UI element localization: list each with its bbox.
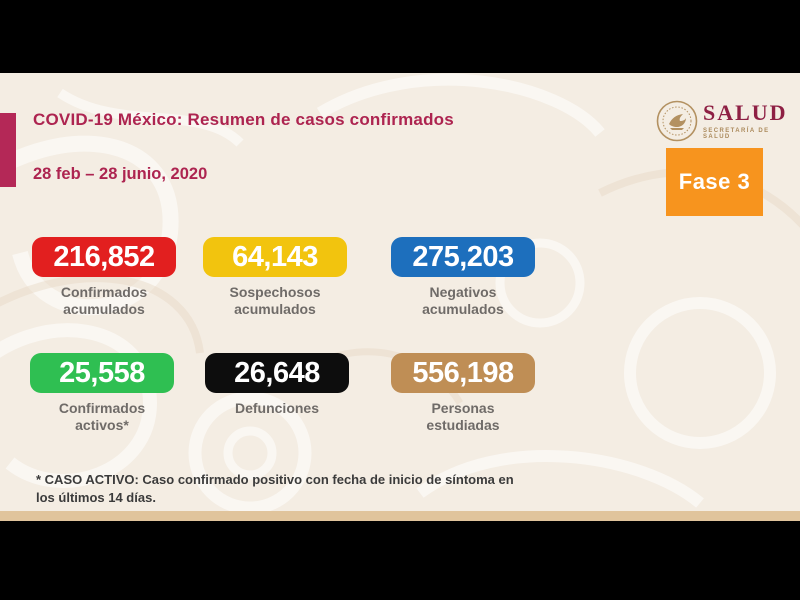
bottom-tan-strip bbox=[0, 511, 800, 521]
slide bbox=[0, 73, 800, 511]
stat-label: Negativos acumulados bbox=[422, 284, 504, 317]
stat-label: Personas estudiadas bbox=[426, 400, 500, 433]
salud-subtitle: SECRETARÍA DE SALUD bbox=[703, 128, 770, 140]
stat-confirmados-acumulados bbox=[32, 237, 176, 317]
stat-label: Confirmados acumulados bbox=[60, 284, 148, 317]
accent-stripe bbox=[0, 113, 16, 187]
stat-value-badge: 275,203 bbox=[391, 237, 535, 277]
stat-defunciones bbox=[205, 353, 349, 417]
stat-label: Sospechosos acumulados bbox=[229, 284, 321, 317]
stat-negativos-acumulados bbox=[391, 237, 535, 317]
phase-badge: Fase 3 bbox=[666, 148, 763, 216]
stat-label: Confirmados activos* bbox=[58, 400, 146, 433]
stat-label: Defunciones bbox=[234, 400, 319, 416]
salud-wordmark bbox=[703, 102, 796, 140]
salud-eagle-seal-icon bbox=[656, 100, 698, 142]
active-case-footnote: * CASO ACTIVO: Caso confirmado positivo con fecha de inicio de síntoma en los últimos 14 días. bbox=[36, 472, 514, 506]
stat-value-badge: 25,558 bbox=[30, 353, 174, 393]
stat-confirmados-activos bbox=[30, 353, 174, 433]
date-range: 28 feb – 28 junio, 2020 bbox=[33, 165, 208, 183]
salud-logo bbox=[656, 98, 796, 144]
stat-value-badge: 64,143 bbox=[203, 237, 347, 277]
stat-value-badge: 26,648 bbox=[205, 353, 349, 393]
stat-personas-estudiadas bbox=[391, 353, 535, 433]
stat-value-badge: 556,198 bbox=[391, 353, 535, 393]
stat-value-badge: 216,852 bbox=[32, 237, 176, 277]
salud-name: SALUD bbox=[703, 100, 788, 125]
letterbox-bottom bbox=[0, 521, 800, 600]
stat-sospechosos-acumulados bbox=[203, 237, 347, 317]
page-title: COVID-19 México: Resumen de casos confirmados bbox=[33, 110, 454, 129]
letterbox-top bbox=[0, 0, 800, 73]
